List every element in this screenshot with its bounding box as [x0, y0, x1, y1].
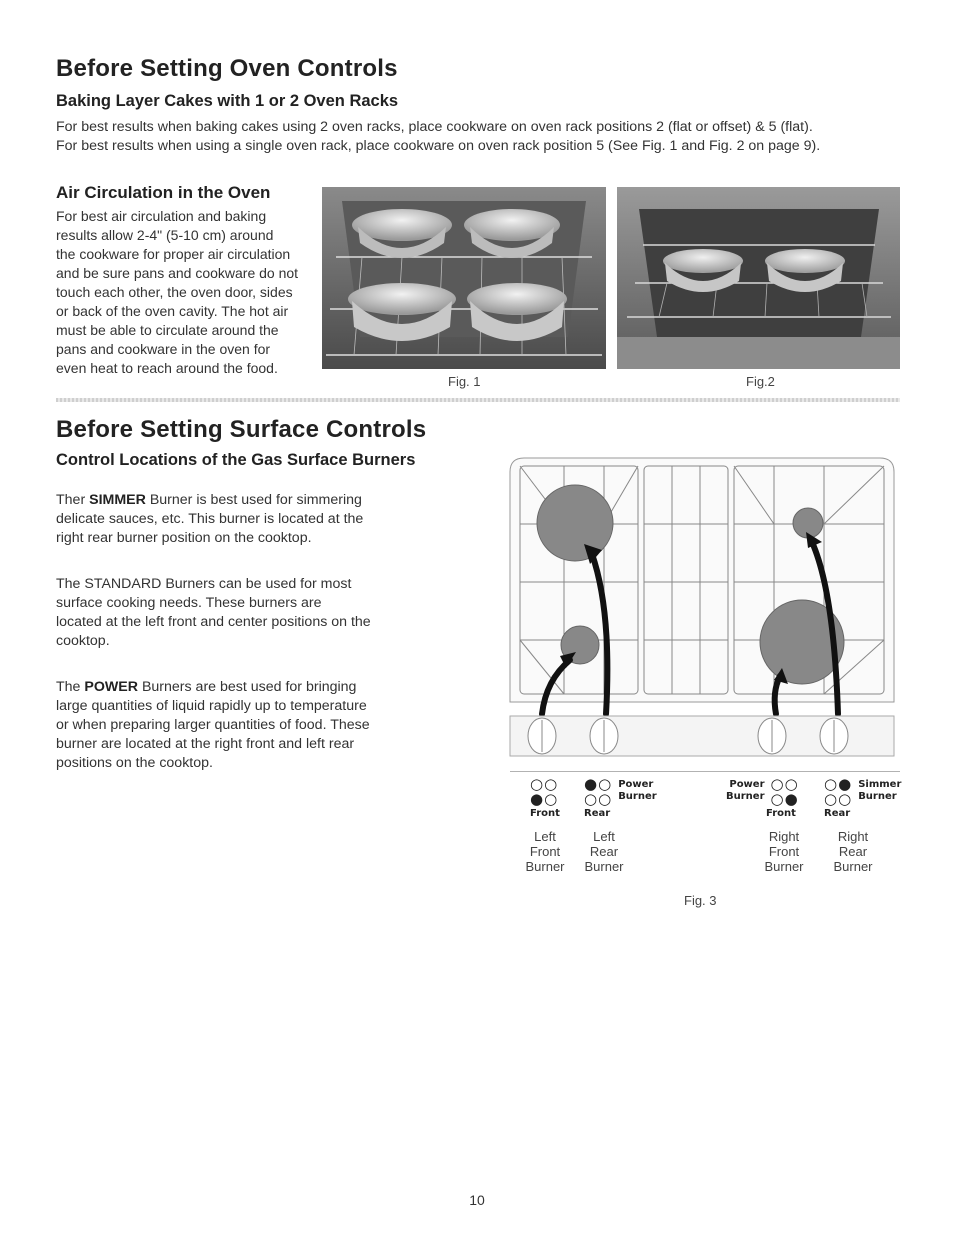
label-line: Rear [838, 844, 868, 859]
air-circulation-heading: Air Circulation in the Oven [56, 183, 271, 202]
air-line: the cookware for proper air circulation [56, 246, 291, 262]
label-line: Right [768, 829, 800, 844]
air-line: even heat to reach around the food. [56, 360, 278, 376]
label-line: Left [534, 829, 556, 844]
control-word-burner: Burner [618, 791, 657, 802]
fig3-caption: Fig. 3 [684, 893, 717, 908]
control-word-burner: Burner [726, 791, 765, 802]
fig2-caption: Fig.2 [746, 374, 775, 389]
indicator-dots-bottom: ●○ [530, 790, 559, 808]
control-word-power: Power [729, 779, 765, 790]
air-line: must be able to circulate around the [56, 322, 279, 338]
label-line: Burner [525, 859, 565, 874]
label-line: Right [837, 829, 869, 844]
cooktop-illustration [504, 452, 900, 772]
standard-line: surface cooking needs. These burners are [56, 595, 322, 611]
indicator-dots-bottom: ○○ [824, 790, 853, 808]
standard-line: cooktop. [56, 633, 110, 649]
label-line: Burner [584, 859, 624, 874]
power-word: POWER [84, 679, 138, 695]
label-line: Left [593, 829, 615, 844]
page-number: 10 [469, 1192, 485, 1208]
air-circulation-paragraph [56, 207, 310, 378]
simmer-line: delicate sauces, etc. This burner is located at the [56, 511, 364, 527]
air-line: results allow 2-4" (5-10 cm) around [56, 227, 274, 243]
indicator-dots-top: ○○ [770, 775, 799, 793]
left-rear-control-legend [584, 777, 657, 820]
air-line: touch each other, the oven door, sides [56, 284, 293, 300]
indicator-dots-top: ●○ [584, 775, 613, 793]
control-caption: Front [530, 808, 560, 819]
indicator-dots-bottom: ○● [770, 790, 799, 808]
baking-line: For best results when baking cakes using 2 oven racks, place cookware on oven rack positions 2 (flat or offset) & 5 (flat). [56, 119, 813, 135]
right-front-control-legend [726, 777, 799, 820]
label-line: Front [768, 844, 800, 859]
air-line: or back of the oven cavity. The hot air [56, 303, 289, 319]
standard-paragraph [56, 575, 416, 651]
control-caption: Rear [824, 808, 851, 819]
power-prefix: The [56, 679, 85, 695]
power-line-rest: Burners are best used for bringing [138, 679, 357, 695]
baking-line: For best results when using a single oven rack, place cookware on oven rack position 5 (See Fig. 1 and Fig. 2 on page 9). [56, 138, 821, 154]
right-front-burner-label [759, 829, 809, 874]
control-word-power: Power [618, 779, 654, 790]
indicator-dots-top: ○● [824, 775, 853, 793]
indicator-dots-bottom: ○○ [584, 790, 613, 808]
power-paragraph [56, 678, 416, 773]
air-line: For best air circulation and baking [56, 208, 267, 224]
right-rear-control-legend [824, 777, 901, 820]
power-line: or when preparing larger quantities of food. These [56, 717, 370, 733]
air-line: and be sure pans and cookware do not [56, 265, 299, 281]
power-line: positions on the cooktop. [56, 755, 213, 771]
surface-heading: Control Locations of the Gas Surface Burners [56, 451, 416, 469]
fig2-oven-photo [617, 187, 900, 369]
power-line: burner are located at the right front and left rear [56, 736, 355, 752]
simmer-line-1 [56, 491, 416, 510]
baking-heading: Baking Layer Cakes with 1 or 2 Oven Racks [56, 92, 399, 110]
baking-paragraph [56, 118, 936, 156]
simmer-paragraph [56, 491, 416, 548]
right-rear-burner-label [828, 829, 878, 874]
standard-line: located at the left front and center positions on the [56, 614, 371, 630]
left-front-control-legend [530, 777, 560, 820]
control-caption: Front [766, 808, 796, 819]
left-front-burner-label [520, 829, 570, 874]
control-word-burner: Burner [858, 791, 897, 802]
label-line: Burner [764, 859, 804, 874]
surface-section-title: Before Setting Surface Controls [56, 416, 427, 443]
label-line: Rear [589, 844, 619, 859]
power-line: large quantities of liquid rapidly up to temperature [56, 698, 367, 714]
standard-line: The STANDARD Burners can be used for most [56, 576, 352, 592]
label-line: Front [529, 844, 561, 859]
control-word-simmer: Simmer [858, 779, 902, 790]
indicator-dots-top: ○○ [530, 775, 559, 793]
power-line-1 [56, 678, 416, 697]
simmer-line-rest: Burner is best used for simmering [145, 492, 362, 508]
oven-section-title: Before Setting Oven Controls [56, 55, 398, 82]
simmer-line: right rear burner position on the cooktop. [56, 530, 312, 546]
fig1-caption: Fig. 1 [448, 374, 481, 389]
control-caption: Rear [584, 808, 611, 819]
section-divider [56, 398, 900, 402]
simmer-prefix: Ther [56, 492, 90, 508]
simmer-word: SIMMER [89, 492, 146, 508]
fig1-oven-photo [322, 187, 606, 369]
left-rear-burner-label [579, 829, 629, 874]
label-line: Burner [833, 859, 873, 874]
air-line: pans and cookware in the oven for [56, 341, 271, 357]
